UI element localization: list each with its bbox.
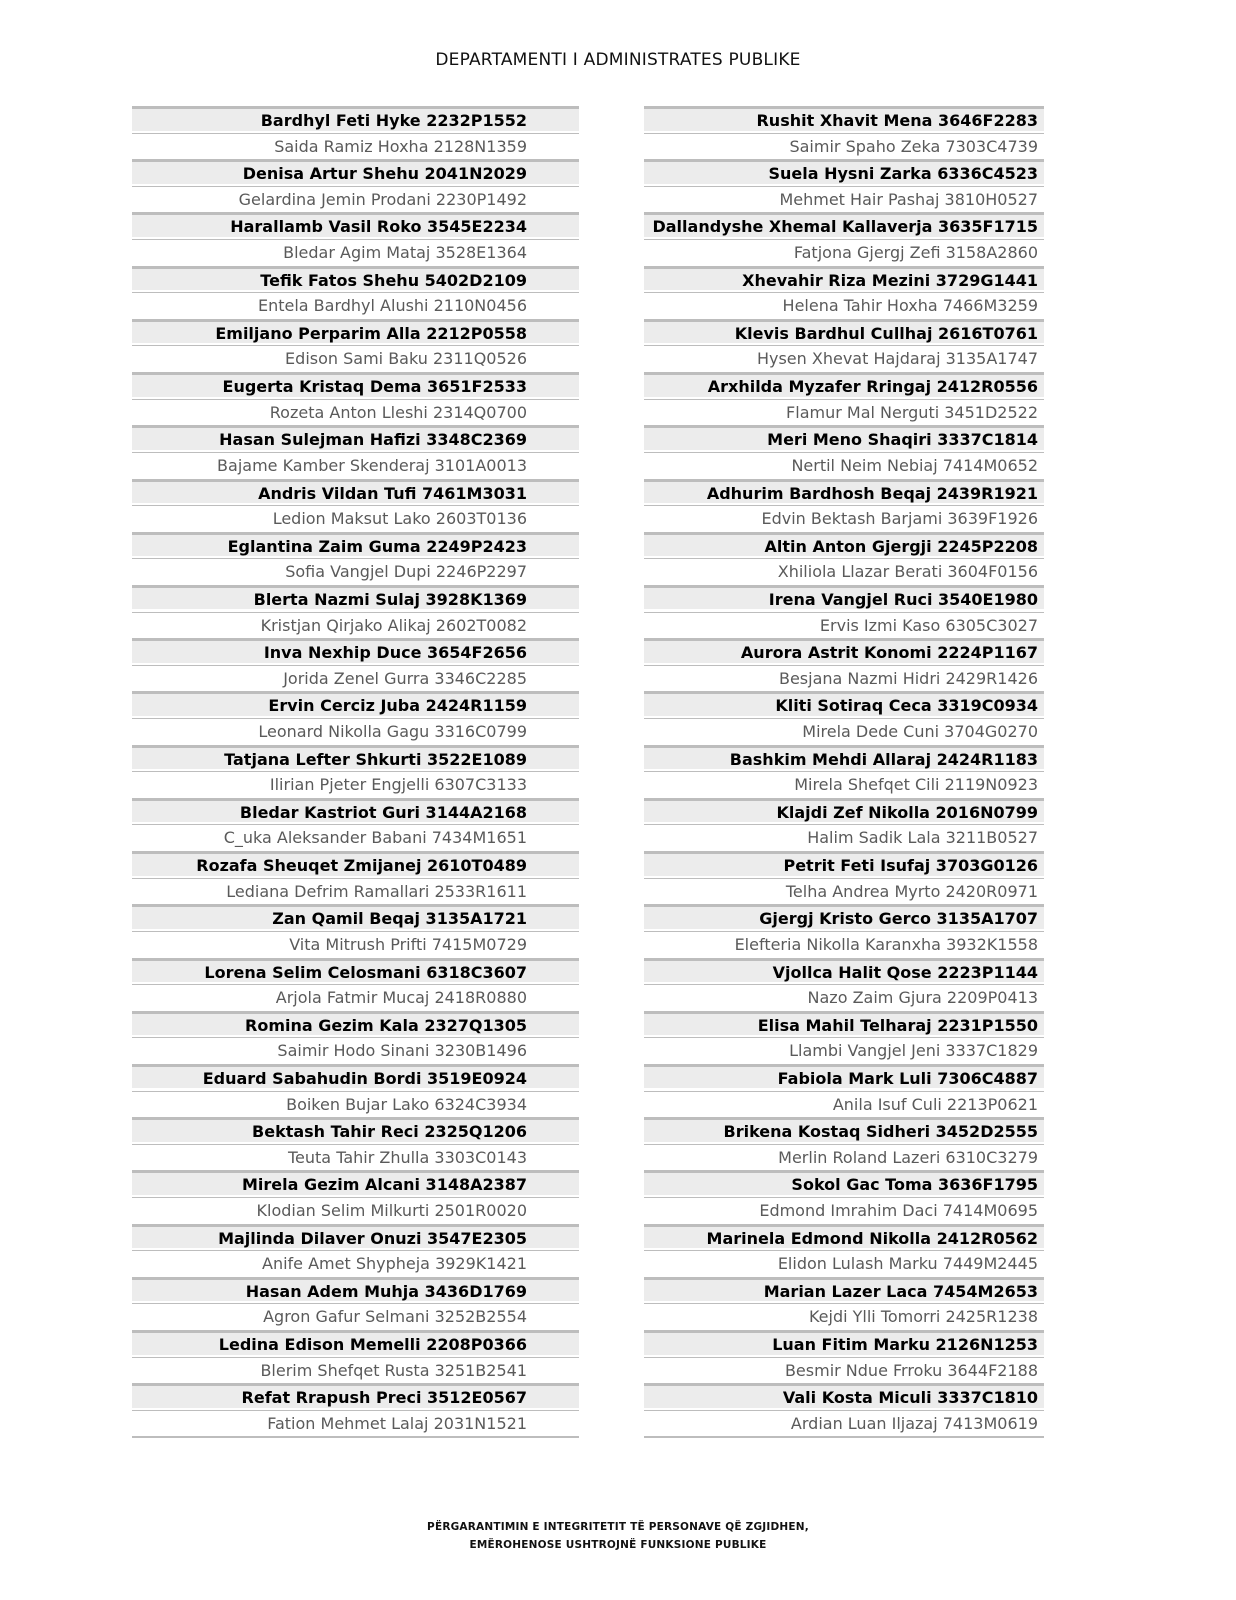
- list-item: Tatjana Lefter Shkurti 3522E1089: [132, 745, 579, 770]
- page-footer: [0, 1518, 1236, 1554]
- list-item: Lediana Defrim Ramallari 2533R1611: [132, 878, 579, 903]
- list-item: Zan Qamil Beqaj 3135A1721: [132, 904, 579, 929]
- list-item: Gelardina Jemin Prodani 2230P1492: [132, 186, 579, 211]
- list-item: Leonard Nikolla Gagu 3316C0799: [132, 718, 579, 743]
- list-item: Hasan Adem Muhja 3436D1769: [132, 1277, 579, 1302]
- list-item: Klevis Bardhul Cullhaj 2616T0761: [644, 319, 1044, 344]
- list-item: Sofia Vangjel Dupi 2246P2297: [132, 558, 579, 583]
- list-item: Denisa Artur Shehu 2041N2029: [132, 159, 579, 184]
- list-bottom-rule: [132, 1436, 579, 1438]
- list-item: Bledar Kastriot Guri 3144A2168: [132, 798, 579, 823]
- list-item: Mehmet Hair Pashaj 3810H0527: [644, 186, 1044, 211]
- list-item: Ilirian Pjeter Engjelli 6307C3133: [132, 771, 579, 796]
- list-item: Llambi Vangjel Jeni 3337C1829: [644, 1037, 1044, 1062]
- list-item: Bektash Tahir Reci 2325Q1206: [132, 1117, 579, 1142]
- list-item: Klodian Selim Milkurti 2501R0020: [132, 1197, 579, 1222]
- list-item: Lorena Selim Celosmani 6318C3607: [132, 958, 579, 983]
- list-item: Ervin Cerciz Juba 2424R1159: [132, 691, 579, 716]
- list-item: Entela Bardhyl Alushi 2110N0456: [132, 292, 579, 317]
- list-item: Kristjan Qirjako Alikaj 2602T0082: [132, 612, 579, 637]
- list-item: Bardhyl Feti Hyke 2232P1552: [132, 106, 579, 131]
- list-item: Klajdi Zef Nikolla 2016N0799: [644, 798, 1044, 823]
- list-item: Eugerta Kristaq Dema 3651F2533: [132, 372, 579, 397]
- page-title: DEPARTAMENTI I ADMINISTRATES PUBLIKE: [435, 50, 801, 70]
- list-item: Blerim Shefqet Rusta 3251B2541: [132, 1357, 579, 1382]
- list-item: Helena Tahir Hoxha 7466M3259: [644, 292, 1044, 317]
- list-item: Edvin Bektash Barjami 3639F1926: [644, 505, 1044, 530]
- list-item: Anife Amet Shypheja 3929K1421: [132, 1250, 579, 1275]
- list-item: Romina Gezim Kala 2327Q1305: [132, 1011, 579, 1036]
- list-item: Telha Andrea Myrto 2420R0971: [644, 878, 1044, 903]
- list-item: Vali Kosta Miculi 3337C1810: [644, 1383, 1044, 1408]
- footer-line-1: PËRGARANTIMIN E INTEGRITETIT TË PERSONAVE QË ZGJIDHEN,: [427, 1521, 809, 1533]
- list-item: Mirela Gezim Alcani 3148A2387: [132, 1170, 579, 1195]
- list-item: Altin Anton Gjergji 2245P2208: [644, 532, 1044, 557]
- list-item: Suela Hysni Zarka 6336C4523: [644, 159, 1044, 184]
- list-item: Dallandyshe Xhemal Kallaverja 3635F1715: [644, 212, 1044, 237]
- list-item: Eglantina Zaim Guma 2249P2423: [132, 532, 579, 557]
- list-item: Bledar Agim Mataj 3528E1364: [132, 239, 579, 264]
- list-item: Inva Nexhip Duce 3654F2656: [132, 638, 579, 663]
- list-item: Elidon Lulash Marku 7449M2445: [644, 1250, 1044, 1275]
- list-item: Petrit Feti Isufaj 3703G0126: [644, 851, 1044, 876]
- list-item: Gjergj Kristo Gerco 3135A1707: [644, 904, 1044, 929]
- list-item: Ledina Edison Memelli 2208P0366: [132, 1330, 579, 1355]
- list-item: Halim Sadik Lala 3211B0527: [644, 824, 1044, 849]
- list-item: Hasan Sulejman Hafizi 3348C2369: [132, 425, 579, 450]
- list-item: Adhurim Bardhosh Beqaj 2439R1921: [644, 479, 1044, 504]
- list-item: Saimir Spaho Zeka 7303C4739: [644, 133, 1044, 158]
- list-item: Elisa Mahil Telharaj 2231P1550: [644, 1011, 1044, 1036]
- list-item: Agron Gafur Selmani 3252B2554: [132, 1303, 579, 1328]
- list-item: Kliti Sotiraq Ceca 3319C0934: [644, 691, 1044, 716]
- list-item: Nazo Zaim Gjura 2209P0413: [644, 984, 1044, 1009]
- list-item: Aurora Astrit Konomi 2224P1167: [644, 638, 1044, 663]
- list-item: Hysen Xhevat Hajdaraj 3135A1747: [644, 345, 1044, 370]
- list-item: Besjana Nazmi Hidri 2429R1426: [644, 665, 1044, 690]
- list-item: Irena Vangjel Ruci 3540E1980: [644, 585, 1044, 610]
- list-item: Anila Isuf Culi 2213P0621: [644, 1091, 1044, 1116]
- list-item: Edison Sami Baku 2311Q0526: [132, 345, 579, 370]
- list-item: Fatjona Gjergj Zefi 3158A2860: [644, 239, 1044, 264]
- list-item: Saimir Hodo Sinani 3230B1496: [132, 1037, 579, 1062]
- list-item: Eduard Sabahudin Bordi 3519E0924: [132, 1064, 579, 1089]
- left-name-list: [132, 106, 579, 1438]
- list-item: Vjollca Halit Qose 2223P1144: [644, 958, 1044, 983]
- list-item: Andris Vildan Tufi 7461M3031: [132, 479, 579, 504]
- list-item: Teuta Tahir Zhulla 3303C0143: [132, 1144, 579, 1169]
- list-item: Marian Lazer Laca 7454M2653: [644, 1277, 1044, 1302]
- list-item: Edmond Imrahim Daci 7414M0695: [644, 1197, 1044, 1222]
- list-item: Kejdi Ylli Tomorri 2425R1238: [644, 1303, 1044, 1328]
- list-item: Ardian Luan Iljazaj 7413M0619: [644, 1410, 1044, 1435]
- list-item: Besmir Ndue Frroku 3644F2188: [644, 1357, 1044, 1382]
- list-item: Mirela Shefqet Cili 2119N0923: [644, 771, 1044, 796]
- list-item: Elefteria Nikolla Karanxha 3932K1558: [644, 931, 1044, 956]
- list-item: Rozeta Anton Lleshi 2314Q0700: [132, 399, 579, 424]
- list-item: Bashkim Mehdi Allaraj 2424R1183: [644, 745, 1044, 770]
- list-item: Fation Mehmet Lalaj 2031N1521: [132, 1410, 579, 1435]
- list-item: C_uka Aleksander Babani 7434M1651: [132, 824, 579, 849]
- list-item: Luan Fitim Marku 2126N1253: [644, 1330, 1044, 1355]
- footer-line-2: EMËROHENOSE USHTROJNË FUNKSIONE PUBLIKE: [469, 1539, 767, 1551]
- list-item: Harallamb Vasil Roko 3545E2234: [132, 212, 579, 237]
- list-item: Meri Meno Shaqiri 3337C1814: [644, 425, 1044, 450]
- list-item: Tefik Fatos Shehu 5402D2109: [132, 266, 579, 291]
- list-item: Mirela Dede Cuni 3704G0270: [644, 718, 1044, 743]
- list-item: Boiken Bujar Lako 6324C3934: [132, 1091, 579, 1116]
- list-item: Emiljano Perparim Alla 2212P0558: [132, 319, 579, 344]
- list-item: Bajame Kamber Skenderaj 3101A0013: [132, 452, 579, 477]
- right-name-list: [644, 106, 1044, 1438]
- list-item: Marinela Edmond Nikolla 2412R0562: [644, 1224, 1044, 1249]
- list-bottom-rule: [644, 1436, 1044, 1438]
- list-item: Jorida Zenel Gurra 3346C2285: [132, 665, 579, 690]
- list-item: Majlinda Dilaver Onuzi 3547E2305: [132, 1224, 579, 1249]
- list-item: Flamur Mal Nerguti 3451D2522: [644, 399, 1044, 424]
- list-item: Rozafa Sheuqet Zmijanej 2610T0489: [132, 851, 579, 876]
- list-item: Ervis Izmi Kaso 6305C3027: [644, 612, 1044, 637]
- list-item: Merlin Roland Lazeri 6310C3279: [644, 1144, 1044, 1169]
- list-item: Refat Rrapush Preci 3512E0567: [132, 1383, 579, 1408]
- list-item: Arjola Fatmir Mucaj 2418R0880: [132, 984, 579, 1009]
- list-item: Blerta Nazmi Sulaj 3928K1369: [132, 585, 579, 610]
- list-item: Xhiliola Llazar Berati 3604F0156: [644, 558, 1044, 583]
- list-item: Sokol Gac Toma 3636F1795: [644, 1170, 1044, 1195]
- list-item: Rushit Xhavit Mena 3646F2283: [644, 106, 1044, 131]
- list-item: Fabiola Mark Luli 7306C4887: [644, 1064, 1044, 1089]
- list-item: Ledion Maksut Lako 2603T0136: [132, 505, 579, 530]
- list-item: Nertil Neim Nebiaj 7414M0652: [644, 452, 1044, 477]
- list-item: Xhevahir Riza Mezini 3729G1441: [644, 266, 1044, 291]
- list-item: Brikena Kostaq Sidheri 3452D2555: [644, 1117, 1044, 1142]
- list-item: Vita Mitrush Prifti 7415M0729: [132, 931, 579, 956]
- list-item: Arxhilda Myzafer Rringaj 2412R0556: [644, 372, 1044, 397]
- list-item: Saida Ramiz Hoxha 2128N1359: [132, 133, 579, 158]
